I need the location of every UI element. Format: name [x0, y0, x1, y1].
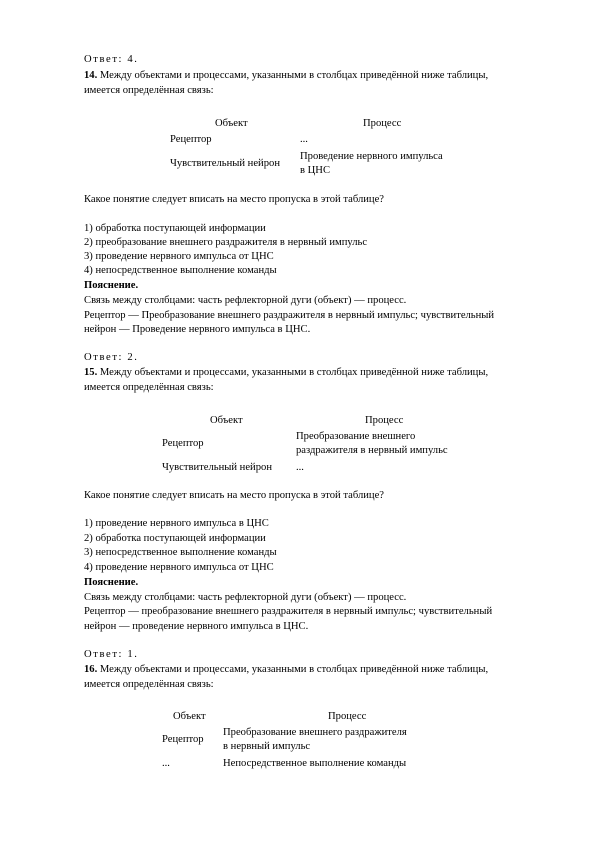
question-number: 16. [84, 664, 98, 675]
table-cell-process: Проведение нервного импульса [300, 151, 443, 162]
table-head-object: Объект [215, 118, 248, 129]
table-cell-object: Чувствительный нейрон [170, 158, 280, 169]
table-cell-process: Непосредственное выполнение команды [223, 758, 407, 769]
table-cell-object: Рецептор [170, 134, 212, 145]
table-head-process: Процесс [363, 118, 402, 129]
table-cell-process: в нервный импульс [223, 741, 311, 752]
question-16-line2: имеется определённая связь: [84, 679, 214, 690]
table-head-object: Объект [210, 415, 243, 426]
table-cell-process: в ЦНС [300, 165, 331, 176]
question-14-line1 [84, 69, 488, 84]
question-14-line2: имеется определённая связь: [84, 85, 214, 96]
question-text: Между объектами и процессами, указанными в столбцах приведённой ниже таблицы, [97, 367, 489, 378]
option: 2) преобразование внешнего раздражителя в нервный импульс [84, 237, 368, 248]
question-15-line1 [84, 366, 488, 381]
table-cell-object: ... [162, 758, 170, 769]
question-text: Между объектами и процессами, указанными в столбцах приведённой ниже таблицы, [97, 664, 489, 675]
table-cell-process: ... [296, 462, 304, 473]
option: 4) непосредственное выполнение команды [84, 265, 277, 276]
question-15-line2: имеется определённая связь: [84, 382, 214, 393]
question-number: 15. [84, 367, 98, 378]
explanation-line: Рецептор — Преобразование внешнего раздражителя в нервный импульс; чувствительный [84, 310, 495, 321]
answer-15: Ответ: 1. [84, 649, 139, 660]
explanation-line: нейрон — проведение нервного импульса в ЦНС. [84, 621, 309, 632]
question-16-line1 [84, 663, 488, 678]
table-head-object: Объект [173, 711, 206, 722]
option: 3) непосредственное выполнение команды [84, 547, 277, 558]
explanation-line: Связь между столбцами: часть рефлекторной дуги (объект) — процесс. [84, 592, 407, 603]
explanation-title: Пояснение. [84, 577, 139, 588]
table-cell-process: раздражителя в нервный импульс [296, 445, 448, 456]
option: 1) проведение нервного импульса в ЦНС [84, 518, 269, 529]
table-cell-object: Рецептор [162, 438, 204, 449]
option: 1) обработка поступающей информации [84, 223, 266, 234]
explanation-line: Связь между столбцами: часть рефлекторной дуги (объект) — процесс. [84, 295, 407, 306]
explanation-line: Рецептор — преобразование внешнего раздражителя в нервный импульс; чувствительный [84, 606, 493, 617]
question-text: Между объектами и процессами, указанными в столбцах приведённой ниже таблицы, [97, 70, 489, 81]
prompt-15: Какое понятие следует вписать на место пропуска в этой таблице? [84, 490, 384, 501]
table-cell-process: Преобразование внешнего [296, 431, 416, 442]
table-cell-object: Чувствительный нейрон [162, 462, 272, 473]
explanation-title: Пояснение. [84, 280, 139, 291]
table-cell-process: ... [300, 134, 308, 145]
table-head-process: Процесс [365, 415, 404, 426]
explanation-line: нейрон — Проведение нервного импульса в ЦНС. [84, 324, 311, 335]
option: 3) проведение нервного импульса от ЦНС [84, 251, 274, 262]
option: 2) обработка поступающей информации [84, 533, 266, 544]
prompt-14: Какое понятие следует вписать на место пропуска в этой таблице? [84, 194, 384, 205]
answer-14: Ответ: 2. [84, 352, 139, 363]
table-head-process: Процесс [328, 711, 367, 722]
question-number: 14. [84, 70, 98, 81]
table-cell-process: Преобразование внешнего раздражителя [223, 727, 407, 738]
table-cell-object: Рецептор [162, 734, 204, 745]
option: 4) проведение нервного импульса от ЦНС [84, 562, 274, 573]
answer-13: Ответ: 4. [84, 54, 139, 65]
